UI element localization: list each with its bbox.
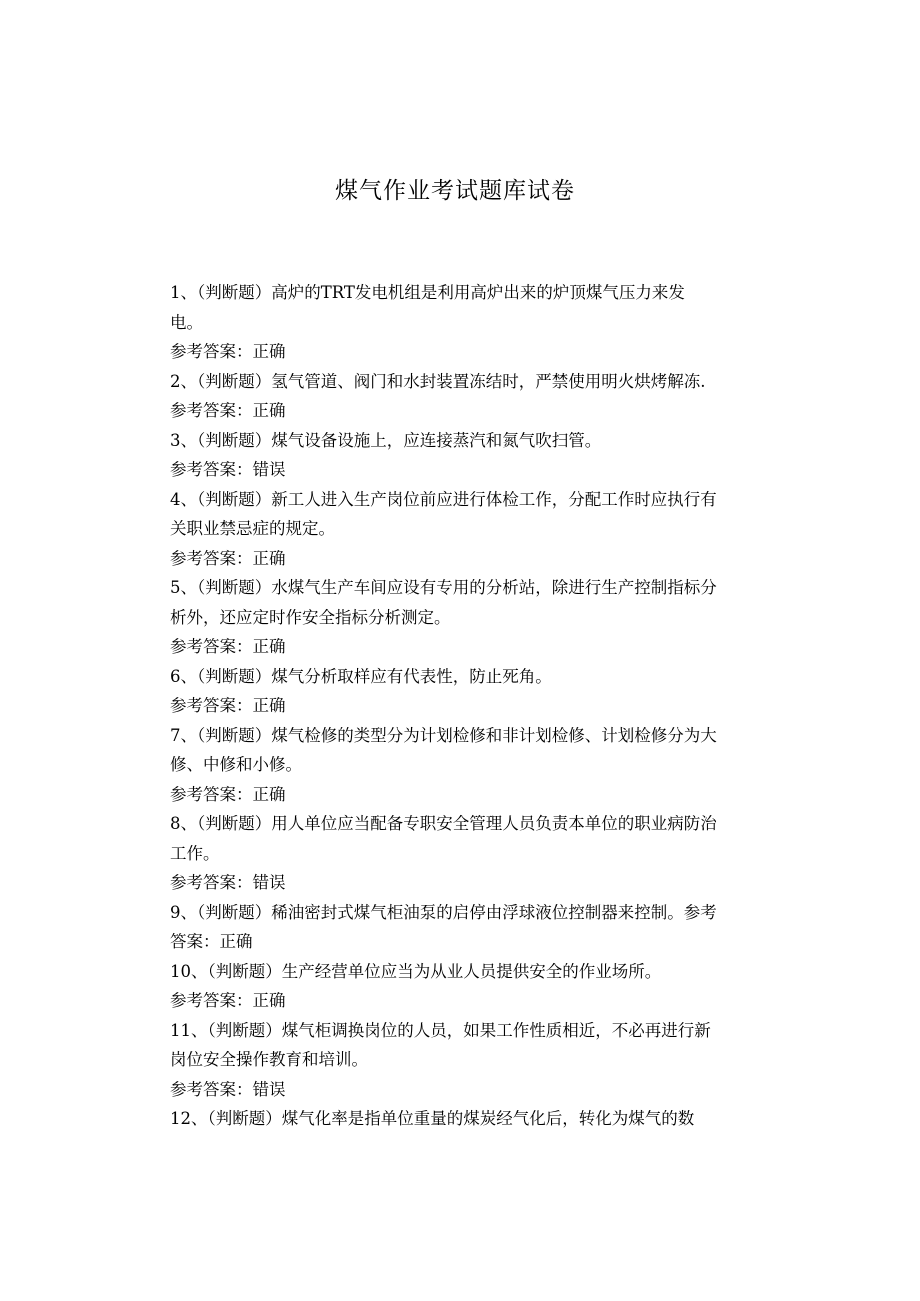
answer-line: 答案：正确 — [170, 932, 253, 951]
answer-line: 参考答案：正确 — [170, 637, 286, 656]
text-line: 工作。 — [170, 843, 220, 863]
text-line: 10、（判断题）生产经营单位应当为从业人员提供安全的作业场所。 — [170, 961, 662, 981]
text-line: 5、（判断题）水煤气生产车间应设有专用的分析站，除进行生产控制指标分 — [170, 578, 717, 597]
question-list — [170, 278, 744, 1134]
text-line: 4、（判断题）新工人进入生产岗位前应进行体检工作，分配工作时应执行有 — [170, 489, 717, 509]
answer-line: 参考答案：正确 — [170, 548, 286, 568]
text-line: 12、（判断题）煤气化率是指单位重量的煤炭经气化后，转化为煤气的数 — [170, 1109, 695, 1128]
answer-line: 参考答案：错误 — [170, 460, 286, 479]
answer-line: 参考答案：正确 — [170, 401, 286, 420]
text-line: 2、（判断题）氢气管道、阀门和水封装置冻结时，严禁使用明火烘烤解冻. — [170, 371, 706, 391]
text-line: 3、（判断题）煤气设备设施上，应连接蒸汽和氮气吹扫管。 — [170, 430, 602, 450]
text-line: 9、（判断题）稀油密封式煤气柜油泵的启停由浮球液位控制器来控制。参考 — [170, 902, 717, 922]
answer-line: 参考答案：错误 — [170, 1079, 286, 1099]
text-line: 7、（判断题）煤气检修的类型分为计划检修和非计划检修、计划检修分为大 — [170, 725, 717, 745]
page-title: 煤气作业考试题库试卷 — [335, 178, 575, 204]
text-line: 1、（判断题）高炉的TRT发电机组是利用高炉出来的炉顶煤气压力来发 — [170, 283, 685, 302]
text-line: 8、（判断题）用人单位应当配备专职安全管理人员负责本单位的职业病防治 — [170, 814, 717, 833]
answer-line: 参考答案：正确 — [170, 991, 286, 1010]
text-line: 修、中修和小修。 — [170, 755, 302, 774]
answer-line: 参考答案：正确 — [170, 784, 286, 804]
answer-line: 参考答案：正确 — [170, 342, 286, 361]
text-line: 关职业禁忌症的规定。 — [170, 519, 335, 538]
text-line: 电。 — [170, 312, 203, 332]
text-line: 析外，还应定时作安全指标分析测定。 — [170, 607, 451, 627]
text-line: 岗位安全操作教育和培训。 — [170, 1050, 368, 1069]
answer-line: 参考答案：错误 — [170, 873, 286, 892]
answer-line: 参考答案：正确 — [170, 696, 286, 715]
text-line: 11、（判断题）煤气柜调换岗位的人员，如果工作性质相近，不必再进行新 — [170, 1020, 711, 1040]
text-line: 6、（判断题）煤气分析取样应有代表性，防止死角。 — [170, 666, 552, 686]
